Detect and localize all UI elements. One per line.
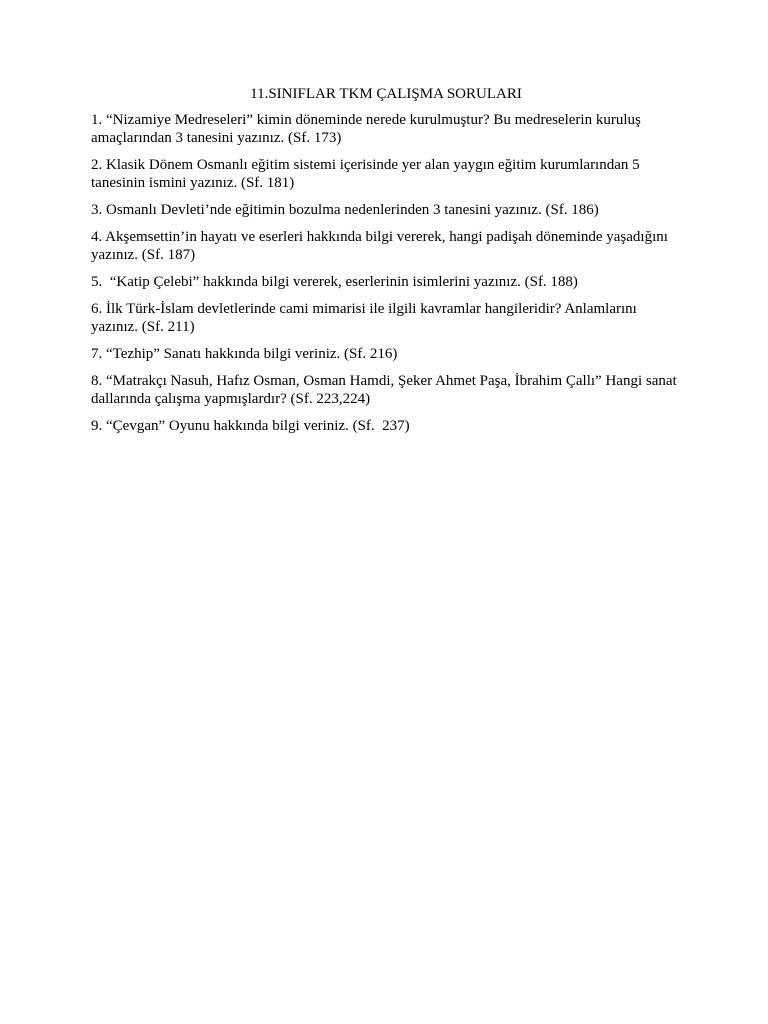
question-5: 5. “Katip Çelebi” hakkında bilgi vererek, eserlerinin isimlerini yazınız. (Sf. 188) xyxy=(91,274,578,290)
question-7: 7. “Tezhip” Sanatı hakkında bilgi veriniz. (Sf. 216) xyxy=(91,346,398,362)
question-list xyxy=(91,111,681,435)
document-page xyxy=(91,84,681,444)
question-3: 3. Osmanlı Devleti’nde eğitimin bozulma nedenlerinden 3 tanesini yazınız. (Sf. 186) xyxy=(91,202,599,218)
question-2: 2. Klasik Dönem Osmanlı eğitim sistemi içerisinde yer alan yaygın eğitim kurumlarından 5 tanesinin ismini yazınız. (Sf. 181) xyxy=(91,157,644,191)
document-title: 11.SINIFLAR TKM ÇALIŞMA SORULARI xyxy=(250,86,522,102)
question-1: 1. “Nizamiye Medreseleri” kimin döneminde nerede kurulmuştur? Bu medreselerin kuruluş amaçlarından 3 tanesini yazınız. (Sf. 173) xyxy=(91,112,645,146)
question-9: 9. “Çevgan” Oyunu hakkında bilgi veriniz. (Sf. 237) xyxy=(91,418,410,434)
question-8: 8. “Matrakçı Nasuh, Hafız Osman, Osman Hamdi, Şeker Ahmet Paşa, İbrahim Çallı” Hangi sanat dallarında çalışma yapmışlardır? (Sf. 223,224) xyxy=(91,373,681,407)
question-4: 4. Akşemsettin’in hayatı ve eserleri hakkında bilgi vererek, hangi padişah döneminde yaşadığını yazınız. (Sf. 187) xyxy=(91,229,672,263)
question-6: 6. İlk Türk-İslam devletlerinde cami mimarisi ile ilgili kavramlar hangileridir? Anlamlarını yazınız. (Sf. 211) xyxy=(91,301,641,335)
